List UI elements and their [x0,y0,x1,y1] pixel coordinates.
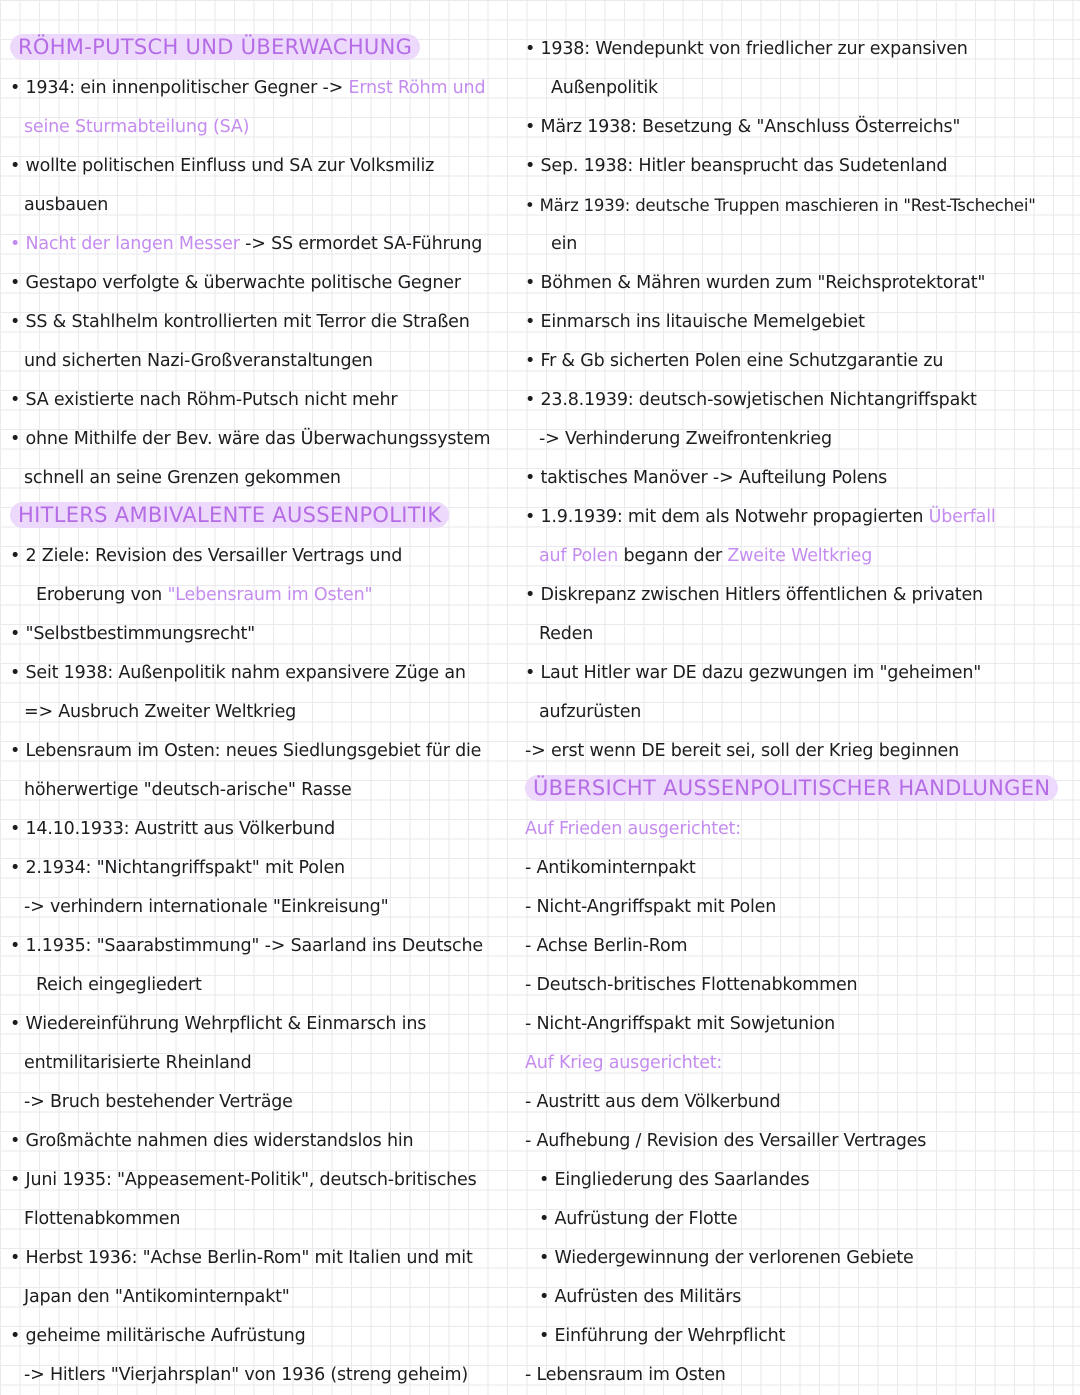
note-line: • wollte politischen Einfluss und SA zur Volksmiliz [10,156,435,176]
list-item: - Lebensraum im Osten [525,1365,726,1385]
note-line: • Sep. 1938: Hitler beansprucht das Sudetenland [525,156,948,176]
list-item: - Achse Berlin-Rom [525,936,688,956]
section-heading-uebersicht [525,771,1070,810]
highlight-text: auf Polen [539,546,619,566]
note-line: • 14.10.1933: Austritt aus Völkerbund [10,819,336,839]
note-line [525,537,1070,576]
list-item: - Antikominternpakt [525,858,696,878]
heading-label: RÖHM-PUTSCH UND ÜBERWACHUNG [10,34,420,60]
note-line: • 23.8.1939: deutsch-sowjetischen Nichtangriffspakt [525,390,977,410]
section-heading-aussenpolitik [10,498,515,537]
list-item: - Nicht-Angriffspakt mit Sowjetunion [525,1014,835,1034]
list-item: • Aufrüstung der Flotte [539,1209,738,1229]
note-line: • Fr & Gb sicherten Polen eine Schutzgarantie zu [525,351,944,371]
highlight-text: Zweite Weltkrieg [727,546,873,566]
note-line [10,576,515,615]
note-line: -> Verhinderung Zweifrontenkrieg [539,429,832,449]
note-line: • März 1939: deutsche Truppen maschieren in "Rest-Tschechei" [525,196,1036,215]
highlight-text: "Lebensraum im Osten" [167,585,373,605]
note-line: ein [551,234,578,254]
highlight-text: • Nacht der langen Messer [10,234,240,254]
note-line: • Herbst 1936: "Achse Berlin-Rom" mit Italien und mit [10,1248,473,1268]
list-item: • Eingliederung des Saarlandes [539,1170,810,1190]
note-line: • SS & Stahlhelm kontrollierten mit Terror die Straßen [10,312,470,332]
note-line: • taktisches Manöver -> Aufteilung Polens [525,468,888,488]
right-column [525,30,1070,1395]
note-line: Reich eingegliedert [36,975,202,995]
note-text: • 1934: ein innenpolitischer Gegner -> [10,78,344,98]
note-line: Flottenabkommen [24,1209,181,1229]
note-line: • 1938: Wendepunkt von friedlicher zur expansiven [525,39,968,59]
highlight-text: Überfall [928,507,996,527]
heading-label: HITLERS AMBIVALENTE AUSSENPOLITIK [10,502,449,528]
note-line [10,225,515,264]
note-line: • 1.1935: "Saarabstimmung" -> Saarland ins Deutsche [10,936,483,956]
note-line: • Gestapo verfolgte & überwachte politische Gegner [10,273,461,293]
note-line: • Diskrepanz zwischen Hitlers öffentlichen & privaten [525,585,983,605]
note-line: -> erst wenn DE bereit sei, soll der Krieg beginnen [525,741,959,761]
note-line: • Laut Hitler war DE dazu gezwungen im "geheimen" [525,663,982,683]
note-line: • März 1938: Besetzung & "Anschluss Österreichs" [525,117,961,137]
note-line [525,498,1070,537]
note-line: • ohne Mithilfe der Bev. wäre das Überwachungssystem [10,429,491,449]
list-item: - Aufhebung / Revision des Versailler Vertrages [525,1131,927,1151]
note-line: -> verhindern internationale "Einkreisung" [24,897,389,917]
note-line: • "Selbstbestimmungsrecht" [10,624,255,644]
note-line: • Seit 1938: Außenpolitik nahm expansivere Züge an [10,663,466,683]
note-text: Eroberung von [36,585,163,605]
note-line: • SA existierte nach Röhm-Putsch nicht mehr [10,390,398,410]
highlight-text: Ernst Röhm und [348,78,486,98]
subheading-krieg: Auf Krieg ausgerichtet: [525,1053,723,1073]
note-line: höherwertige "deutsch-arische" Rasse [24,780,352,800]
note-line: Außenpolitik [551,78,658,98]
note-line: schnell an seine Grenzen gekommen [24,468,341,488]
note-line: Reden [539,624,594,644]
note-text: • 1.9.1939: mit dem als Notwehr propagierten [525,507,924,527]
note-line: -> Hitlers "Vierjahrsplan" von 1936 (streng geheim) [24,1365,469,1385]
note-line: entmilitarisierte Rheinland [24,1053,252,1073]
note-line: • geheime militärische Aufrüstung [10,1326,306,1346]
subheading-frieden: Auf Frieden ausgerichtet: [525,819,741,839]
note-line [10,69,515,108]
list-item: - Nicht-Angriffspakt mit Polen [525,897,777,917]
list-item: • Wiedergewinnung der verlorenen Gebiete [539,1248,914,1268]
note-line: • Böhmen & Mähren wurden zum "Reichsprotektorat" [525,273,986,293]
note-line: • 2.1934: "Nichtangriffspakt" mit Polen [10,858,345,878]
note-line: Japan den "Antikominternpakt" [24,1287,290,1307]
list-item: - Austritt aus dem Völkerbund [525,1092,781,1112]
note-line: ausbauen [24,195,109,215]
note-line: => Ausbruch Zweiter Weltkrieg [24,702,297,722]
list-item: • Aufrüsten des Militärs [539,1287,742,1307]
note-line: • Einmarsch ins litauische Memelgebiet [525,312,865,332]
note-text: -> SS ermordet SA-Führung [245,234,483,254]
left-column [10,30,515,1395]
list-item: - Deutsch-britisches Flottenabkommen [525,975,858,995]
note-line: • Wiedereinführung Wehrpflicht & Einmarsch ins [10,1014,427,1034]
note-line: • Juni 1935: "Appeasement-Politik", deutsch-britisches [10,1170,477,1190]
note-text: begann der [623,546,723,566]
note-line: und sicherten Nazi-Großveranstaltungen [24,351,373,371]
note-line: • 2 Ziele: Revision des Versailler Vertrags und [10,546,403,566]
note-line: -> Bruch bestehender Verträge [24,1092,293,1112]
heading-label: ÜBERSICHT AUSSENPOLITISCHER HANDLUNGEN [525,775,1058,801]
list-item: • Einführung der Wehrpflicht [539,1326,786,1346]
section-heading-roehm [10,30,515,69]
note-line: • Lebensraum im Osten: neues Siedlungsgebiet für die [10,741,482,761]
note-line: seine Sturmabteilung (SA) [24,117,250,137]
note-line: • Großmächte nahmen dies widerstandslos hin [10,1131,414,1151]
note-line: aufzurüsten [539,702,642,722]
